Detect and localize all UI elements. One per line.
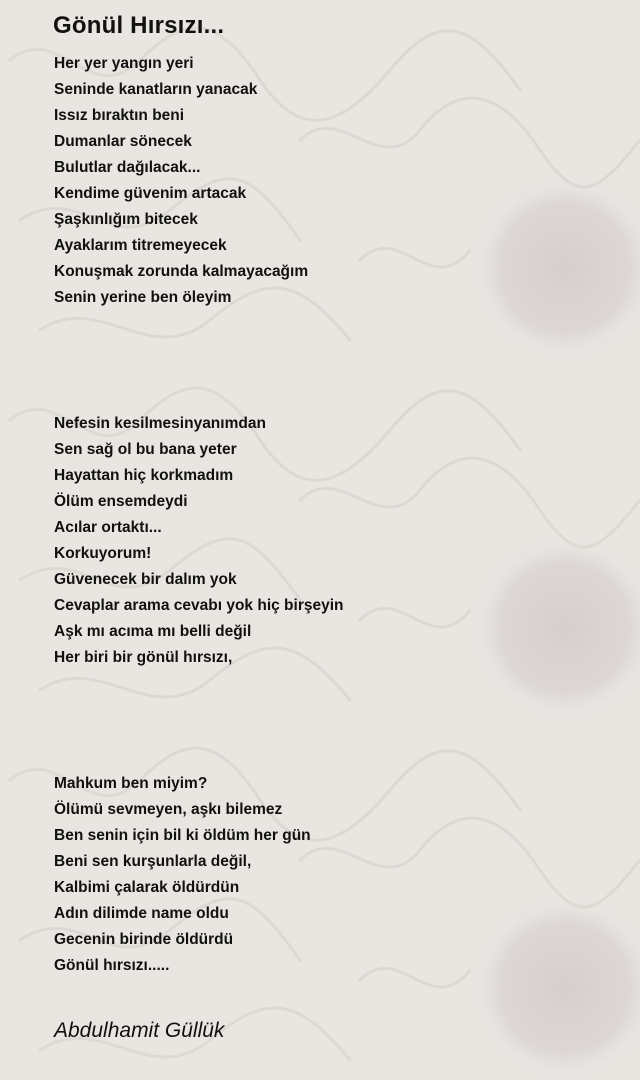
poem-line: Konuşmak zorunda kalmayacağım [54, 263, 309, 280]
poem-line: Gecenin birinde öldürdü [54, 931, 234, 948]
poem-line: Her biri bir gönül hırsızı, [54, 649, 233, 666]
poem-author: Abdulhamit Güllük [54, 1019, 225, 1042]
poem-line: Acılar ortaktı... [54, 519, 162, 536]
poem-line: Sen sağ ol bu bana yeter [54, 441, 237, 458]
poem-line: Ben senin için bil ki öldüm her gün [54, 827, 311, 844]
poem-line: Seninde kanatların yanacak [54, 81, 258, 98]
stanza-3 [54, 771, 311, 979]
poem-line: Her yer yangın yeri [54, 55, 194, 72]
poem-line: Şaşkınlığım bitecek [54, 211, 198, 228]
ink-blot-2 [473, 536, 640, 720]
poem-line: Senin yerine ben öleyim [54, 289, 232, 306]
poem-line: Issız bıraktın beni [54, 107, 185, 124]
poem-line: Kendime güvenim artacak [54, 185, 247, 202]
poem-line: Adın dilimde name oldu [54, 905, 229, 922]
poem-line: Hayattan hiç korkmadım [54, 467, 234, 484]
poem-line: Korkuyorum! [54, 545, 152, 562]
poem-line: Dumanlar sönecek [54, 133, 192, 150]
poem-line: Mahkum ben miyim? [54, 775, 208, 792]
poem-line: Gönül hırsızı..... [54, 957, 170, 974]
poem-line: Güvenecek bir dalım yok [54, 571, 237, 588]
poem-line: Ölüm ensemdeydi [54, 493, 188, 510]
poem-line: Kalbimi çalarak öldürdün [54, 879, 240, 896]
poem-line: Beni sen kurşunlarla değil, [54, 853, 252, 870]
stanza-1 [54, 51, 308, 311]
poem-title: Gönül Hırsızı... [53, 12, 225, 39]
poem-line: Ölümü sevmeyen, aşkı bilemez [54, 801, 283, 818]
poem-line: Cevaplar arama cevabı yok hiç birşeyin [54, 597, 344, 614]
ink-blot-1 [473, 176, 640, 360]
poem-line: Nefesin kesilmesinyanımdan [54, 415, 266, 432]
poem-line: Ayaklarım titremeyecek [54, 237, 227, 254]
poem-line: Bulutlar dağılacak... [54, 159, 201, 176]
ink-blot-3 [473, 896, 640, 1080]
poem-line: Aşk mı acıma mı belli değil [54, 623, 252, 640]
stanza-2 [54, 411, 344, 671]
